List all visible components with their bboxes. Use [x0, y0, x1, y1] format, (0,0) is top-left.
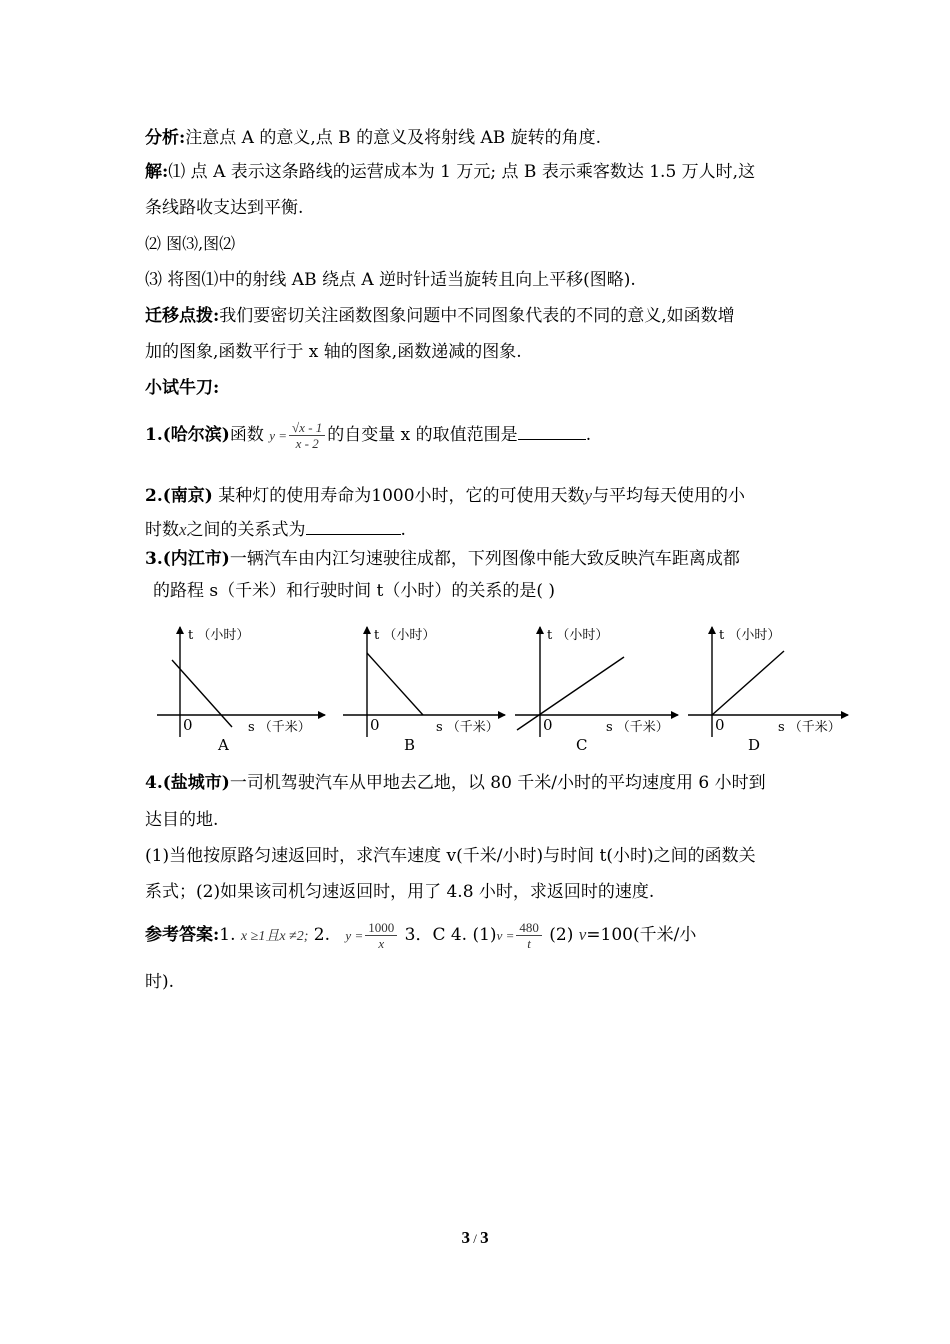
q1-label: 1.(哈尔滨) — [145, 425, 230, 445]
q3-label: 3.(内江市) — [145, 549, 230, 569]
graph-a-letter: A — [218, 736, 229, 754]
tip-line-1 — [145, 306, 735, 326]
graph-b-t-label: t （小时） — [374, 628, 436, 643]
q1-post: 的自变量 x 的取值范围是 — [327, 425, 518, 445]
graph-d-s-label: s （千米） — [778, 720, 841, 735]
question-3-line-2: 的路程 s（千米）和行驶时间 t（小时）的关系的是( ) — [153, 581, 556, 601]
tip-text-1: 我们要密切关注函数图象问题中不同图象代表的不同的意义,如函数增 — [219, 306, 735, 326]
answer-4-fraction — [516, 920, 542, 951]
answer-4-result: =100(千米/小 — [586, 925, 697, 945]
question-2-line-2 — [145, 518, 406, 540]
answer-4-v2: v — [578, 925, 587, 944]
graph-a-t-label: t （小时） — [188, 628, 250, 643]
q1-y: y = — [269, 428, 288, 443]
answer-2-fraction — [365, 920, 397, 951]
q1-denominator: x - 2 — [295, 436, 319, 451]
graph-d-line — [712, 651, 784, 715]
question-4-line-3: (1)当他按原路匀速返回时，求汽车速度 v(千米/小时)与时间 t(小时)之间的函数关 — [145, 846, 756, 866]
graph-d-letter: D — [748, 736, 761, 754]
q2-text-d: 之间的关系式为 — [186, 520, 306, 540]
solution-line-2: 条线路收支达到平衡. — [145, 198, 304, 218]
solution-label: 解: — [145, 162, 169, 182]
q2-label: 2.(南京) — [145, 486, 213, 506]
question-4-line-4: 系式；(2)如果该司机匀速返回时，用了 4.8 小时，求返回时的速度. — [145, 882, 655, 902]
analysis-label: 分析: — [145, 128, 186, 148]
graph-a-origin: 0 — [183, 716, 193, 734]
question-2-line-1 — [145, 486, 745, 506]
q2-blank — [306, 518, 401, 535]
answers-line-2: 时). — [145, 972, 175, 992]
question-4-line-2: 达目的地. — [145, 810, 219, 830]
answer-2-numerator: 1000 — [365, 920, 397, 936]
answer-4-part2: (2) — [543, 925, 579, 945]
graph-d-t-label: t （小时） — [719, 628, 781, 643]
analysis-text: 注意点 A 的意义,点 B 的意义及将射线 AB 旋转的角度. — [185, 128, 602, 148]
q2-text-a: 某种灯的使用寿命为1000小时，它的可使用天数 — [212, 486, 585, 506]
solution-line-3: ⑵ 图⑶,图⑵ — [145, 234, 236, 253]
tip-line-2: 加的图象,函数平行于 x 轴的图象,函数递减的图象. — [145, 342, 522, 362]
answer-2-denominator: x — [378, 936, 385, 951]
graph-a — [157, 627, 325, 754]
solution-line-1 — [145, 162, 755, 182]
q4-text-1: 一司机驾驶汽车从甲地去乙地，以 80 千米/小时的平均速度用 6 小时到 — [229, 773, 766, 793]
answer-2-y: y = — [345, 928, 364, 943]
graph-b-s-label: s （千米） — [436, 720, 499, 735]
graph-c — [515, 627, 678, 754]
graph-b-origin: 0 — [370, 716, 380, 734]
q3-graphs — [0, 615, 950, 765]
graph-a-s-label: s （千米） — [248, 720, 311, 735]
page-separator: / — [469, 1231, 481, 1246]
graph-c-letter: C — [576, 736, 588, 754]
answer-4-v: v = — [496, 928, 515, 943]
q2-x: x — [179, 520, 187, 539]
answer-2-num: 2. — [308, 925, 331, 945]
answer-1-num: 1. — [219, 925, 236, 945]
q1-pre: 函数 — [229, 425, 264, 445]
graph-b — [343, 627, 505, 754]
q2-y: y — [584, 486, 593, 505]
solution-line-4: ⑶ 将图⑴中的射线 AB 绕点 A 逆时针适当旋转且向上平移(图略). — [145, 270, 636, 290]
answer-3-text: 3．C 4. (1) — [399, 925, 497, 945]
practice-title: 小试牛刀: — [145, 378, 220, 398]
q2-text-c: 时数 — [145, 520, 179, 540]
graph-b-line — [367, 653, 423, 715]
page-footer — [0, 1228, 950, 1248]
answers-line-1 — [145, 918, 696, 954]
answer-1-text: x ≥1且x ≠2; — [240, 929, 309, 944]
q2-text-b: 与平均每天使用的小 — [592, 486, 746, 506]
q3-text-1: 一辆汽车由内江匀速驶往成都，下列图像中能大致反映汽车距离成都 — [229, 549, 740, 569]
q1-numerator: √x - 1 — [289, 420, 325, 436]
q1-blank — [518, 423, 586, 440]
question-1 — [145, 418, 591, 453]
graph-c-origin: 0 — [543, 716, 553, 734]
graph-b-letter: B — [404, 736, 416, 754]
graph-c-s-label: s （千米） — [606, 720, 669, 735]
answers-label: 参考答案: — [145, 925, 220, 945]
graph-a-line — [172, 660, 232, 727]
graph-c-t-label: t （小时） — [547, 628, 609, 643]
page-total: 3 — [480, 1228, 489, 1247]
page-number: 3 — [461, 1228, 470, 1247]
q4-label: 4.(盐城市) — [145, 773, 230, 793]
solution-text-1: ⑴ 点 A 表示这条路线的运营成本为 1 万元; 点 B 表示乘客数达 1.5 万人时,这 — [168, 162, 756, 182]
question-4-line-1 — [145, 773, 766, 793]
question-3-line-1 — [145, 549, 740, 569]
analysis-line — [145, 128, 601, 148]
q1-fraction — [289, 420, 325, 451]
q1-end: . — [585, 425, 592, 445]
graph-d — [688, 627, 848, 754]
answer-4-denominator: t — [527, 936, 531, 951]
tip-label: 迁移点拨: — [145, 306, 220, 326]
graph-d-origin: 0 — [715, 716, 725, 734]
q2-end: . — [400, 520, 406, 540]
answer-4-numerator: 480 — [516, 920, 542, 936]
